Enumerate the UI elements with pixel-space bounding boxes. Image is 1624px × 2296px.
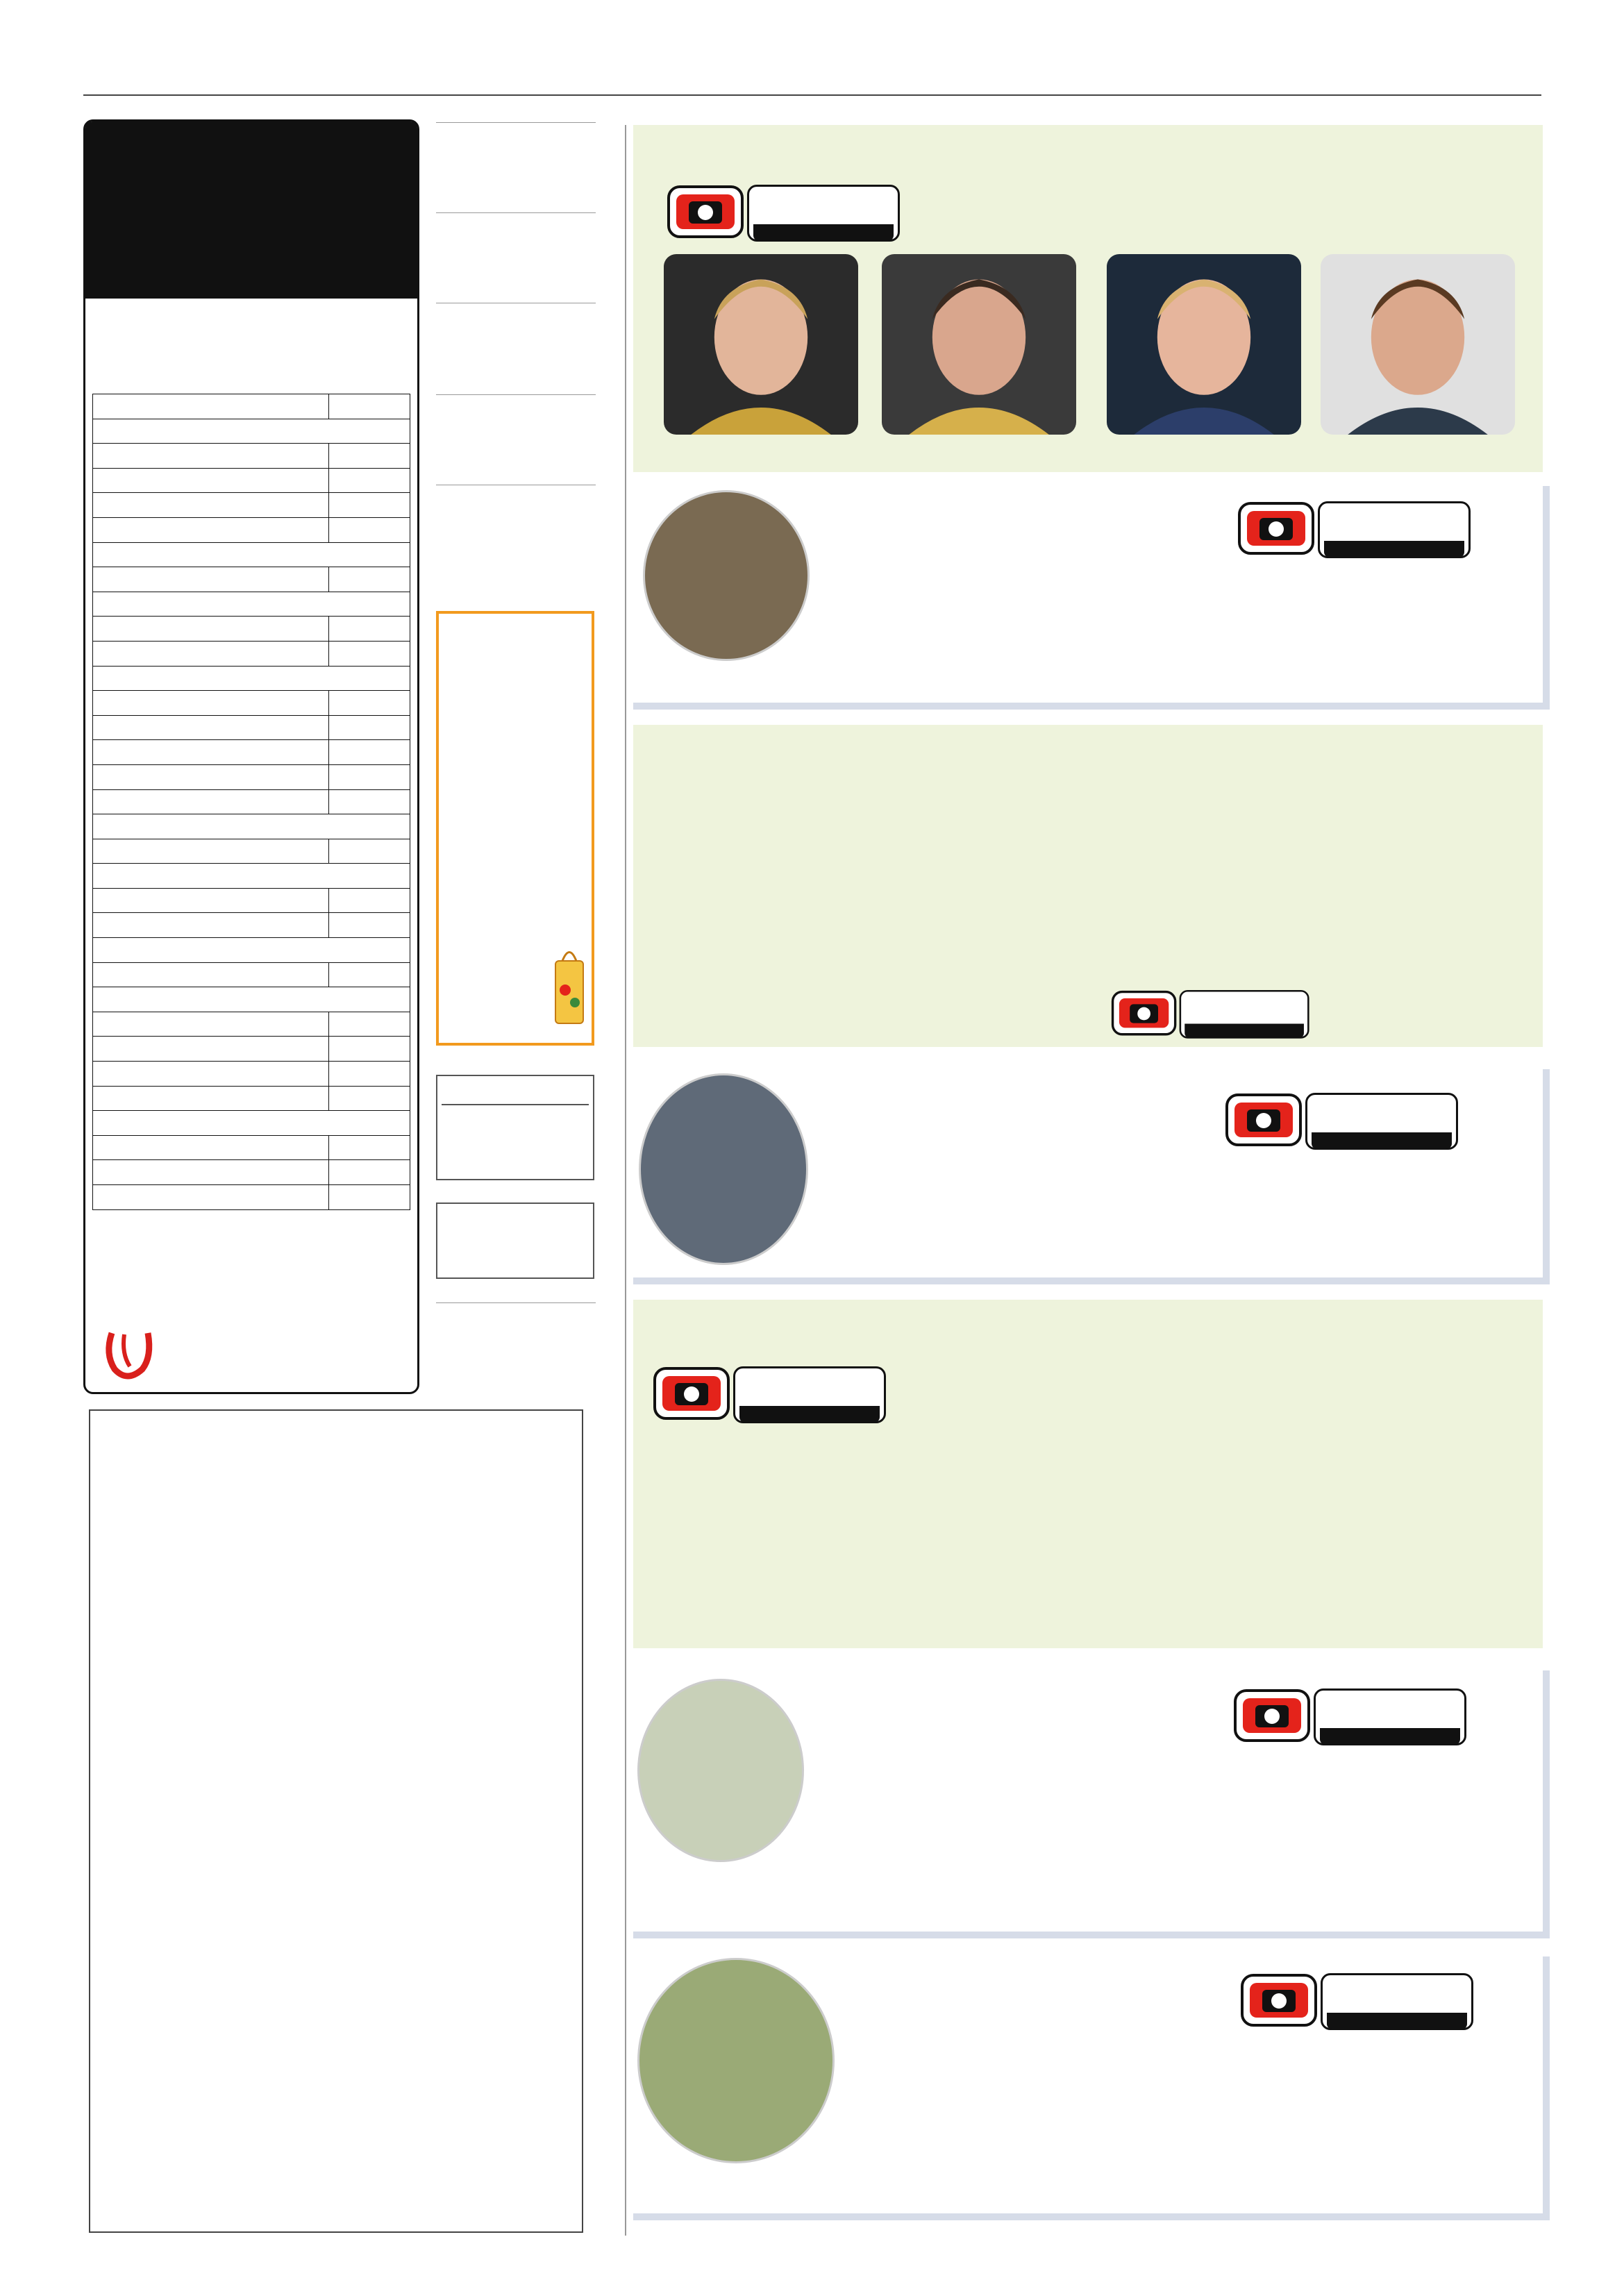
programme-row xyxy=(93,888,410,913)
programme-row xyxy=(93,1086,410,1111)
programme-row xyxy=(93,691,410,716)
portrait-photo xyxy=(664,254,858,435)
camera-icon xyxy=(667,185,744,239)
programme-row xyxy=(93,1037,410,1062)
shopping-bag-icon xyxy=(550,940,589,1030)
programme-row xyxy=(93,1062,410,1087)
programme-row xyxy=(93,567,410,592)
programme-section-row xyxy=(93,542,410,567)
divider xyxy=(442,1104,589,1105)
notice-body xyxy=(99,1501,578,1516)
pixzar-badge xyxy=(1314,1689,1466,1745)
programme-section-row xyxy=(93,987,410,1012)
portrait-photo xyxy=(882,254,1076,435)
programme-row xyxy=(93,468,410,493)
camera-icon xyxy=(1233,1689,1311,1743)
portrait-image xyxy=(1321,254,1515,435)
portrait-photo xyxy=(1107,254,1301,435)
programme-section-row xyxy=(93,592,410,617)
camera-icon xyxy=(1240,1973,1318,2027)
programme-row xyxy=(93,740,410,765)
programme-row xyxy=(93,1135,410,1160)
programme-row xyxy=(93,962,410,987)
programme-section-row xyxy=(93,864,410,889)
pixzar-badge xyxy=(1318,501,1471,558)
adult-entertainment-heading xyxy=(436,1203,594,1279)
column-divider xyxy=(625,125,626,2236)
programme-row xyxy=(93,1160,410,1185)
programme-section-row xyxy=(93,666,410,691)
programme-row xyxy=(93,444,410,469)
pixzar-badge xyxy=(1305,1093,1458,1150)
nomvula-photo xyxy=(643,490,810,661)
programme-row xyxy=(93,715,410,740)
pixzar-badge xyxy=(733,1366,886,1423)
unicollege-ad xyxy=(83,119,419,1394)
portrait-image xyxy=(882,254,1076,435)
programme-row xyxy=(93,493,410,518)
classified-ad xyxy=(436,394,596,395)
camera-icon xyxy=(653,1366,730,1421)
pixzar-badge xyxy=(747,185,900,242)
job-box-text xyxy=(444,696,587,705)
portrait-image xyxy=(664,254,858,435)
article-st-ursula xyxy=(633,725,1543,1047)
johann-calitz-photo xyxy=(639,1073,808,1265)
programme-row xyxy=(93,789,410,814)
programme-row xyxy=(93,617,410,642)
programme-row xyxy=(93,1012,410,1037)
programme-section-row xyxy=(93,1111,410,1136)
portrait-photo xyxy=(1321,254,1515,435)
programme-row xyxy=(93,517,410,542)
classified-ad xyxy=(436,212,596,213)
programme-row xyxy=(93,913,410,938)
article-kwaak-kwaak xyxy=(633,1300,1543,1648)
pixzar-badge xyxy=(1180,990,1309,1039)
classified-ad xyxy=(436,122,596,123)
programme-row xyxy=(93,839,410,864)
programmes-title xyxy=(85,121,417,299)
programmes-table xyxy=(92,394,410,1210)
unicollege-logo xyxy=(99,1326,349,1383)
camera-icon xyxy=(1237,501,1315,555)
camera-icon xyxy=(1225,1093,1303,1147)
programme-row xyxy=(93,764,410,789)
leatitia-photo xyxy=(637,1958,835,2163)
programme-section-row xyxy=(93,419,410,444)
adult-category-box xyxy=(436,1075,594,1180)
water-licence-notice xyxy=(89,1409,583,2233)
pixzar-badge xyxy=(1321,1973,1473,2030)
header-rule xyxy=(83,94,1541,96)
programme-row xyxy=(93,641,410,666)
programme-section-row xyxy=(93,938,410,963)
programme-section-row xyxy=(93,814,410,839)
camera-icon xyxy=(1111,990,1177,1036)
classified-lust-palmas xyxy=(436,1302,596,1303)
programme-row xyxy=(93,1185,410,1210)
sune-enslin-photo xyxy=(637,1679,804,1862)
job-advert-box xyxy=(436,611,594,1046)
portrait-image xyxy=(1107,254,1301,435)
